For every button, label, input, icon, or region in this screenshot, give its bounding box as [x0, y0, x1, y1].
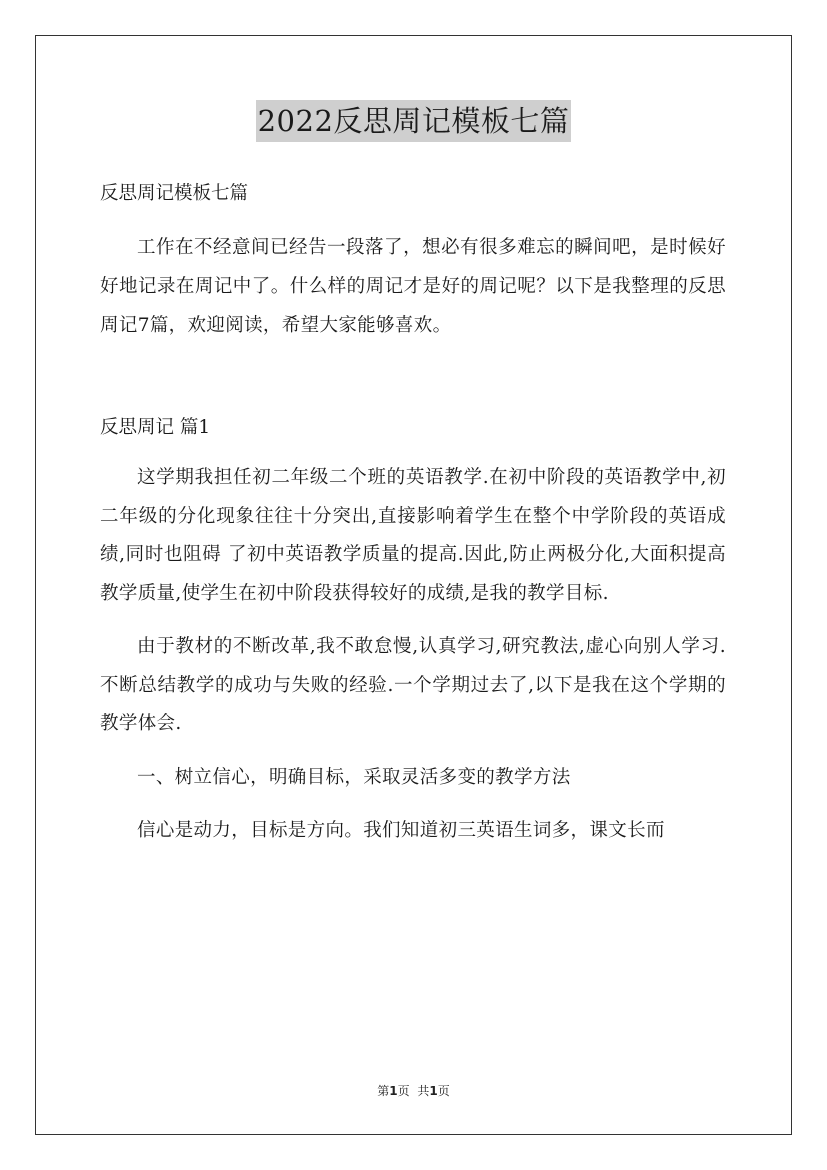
document-subtitle: 反思周记模板七篇: [100, 183, 249, 204]
document-title: 2022反思周记模板七篇: [256, 100, 572, 142]
page-number: 1: [389, 1084, 398, 1098]
page-suffix: 页: [397, 1084, 410, 1098]
intro-paragraph: 工作在不经意间已经告一段落了，想必有很多难忘的瞬间吧，是时候好好地记录在周记中了。什么样的周记才是好的周记呢？以下是我整理的反思周记7篇，欢迎阅读，希望大家能够喜欢。: [100, 237, 726, 336]
page-footer: [0, 1082, 827, 1099]
section-heading: 反思周记 篇1: [100, 417, 211, 438]
body-paragraph-1: 这学期我担任初二年级二个班的英语教学.在初中阶段的英语教学中,初二年级的分化现象往往十分突出,直接影响着学生在整个中学阶段的英语成绩,同时也阻碍 了初中英语教学质量的提高.因此,防止两极分化,大面积提高教学质量,使学生在初中阶段获得较好的成绩,是我的教学目标.: [100, 467, 726, 604]
title-container: [0, 100, 827, 142]
body-subheading: 一、树立信心，明确目标，采取灵活多变的教学方法: [137, 766, 571, 788]
document-body: [100, 175, 726, 866]
total-pages: 1: [429, 1084, 438, 1098]
body-paragraph-2: 由于教材的不断改革,我不敢怠慢,认真学习,研究教法,虚心向别人学习.不断总结教学的成功与失败的经验.一个学期过去了,以下是我在这个学期的教学体会.: [100, 636, 726, 734]
body-paragraph-3: 信心是动力，目标是方向。我们知道初三英语生词多，课文长而: [137, 820, 665, 841]
total-prefix: 共: [417, 1084, 430, 1098]
page-prefix: 第: [377, 1084, 390, 1098]
total-suffix: 页: [437, 1084, 450, 1098]
